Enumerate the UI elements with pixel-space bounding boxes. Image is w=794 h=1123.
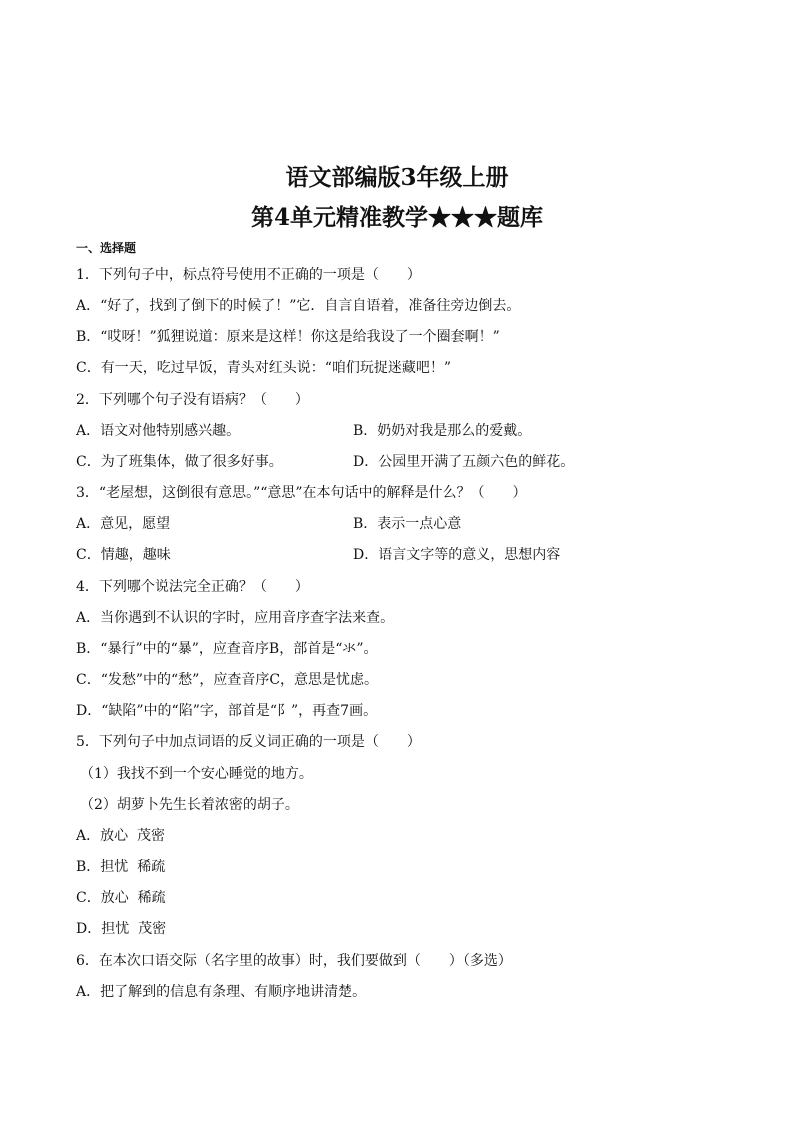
question-4-option-c: C．“发愁”中的“愁”，应查音序C，意思是忧虑。 — [76, 672, 379, 688]
question-2-option-c: C．为了班集体，做了很多好事。 — [76, 454, 283, 470]
question-5-sentence-2: （2）胡萝卜先生长着浓密的胡子。 — [80, 797, 299, 813]
question-6-option-a: A．把了解到的信息有条理、有顺序地讲清楚。 — [76, 984, 367, 1000]
question-3-option-a: A．意见，愿望 — [76, 516, 171, 532]
question-2-option-a: A．语文对他特别感兴趣。 — [76, 423, 241, 439]
question-5-option-a: A．放心 茂密 — [76, 828, 166, 844]
question-3-option-b: B．表示一点心意 — [353, 516, 462, 532]
question-5-sentence-1: （1）我找不到一个安心睡觉的地方。 — [80, 766, 313, 782]
question-2-option-d: D．公园里开满了五颜六色的鲜花。 — [353, 454, 575, 470]
question-5-option-b: B．担忧 稀疏 — [76, 859, 166, 875]
question-5-stem: 5．下列句子中加点词语的反义词正确的一项是（ ） — [76, 734, 421, 750]
document-subtitle: 第4单元精准教学★★★题库 — [250, 204, 543, 231]
question-5-option-c: C．放心 稀疏 — [76, 890, 166, 906]
question-3-stem: 3．“老屋想，这倒很有意思。”“意思”在本句话中的解释是什么？（ ） — [76, 485, 527, 501]
question-1-option-a: A．“好了，找到了倒下的时候了！”它．自言自语着，准备往旁边倒去。 — [76, 298, 521, 314]
question-3-option-d: D．语言文字等的意义，思想内容 — [353, 547, 561, 563]
question-1-stem: 1．下列句子中，标点符号使用不正确的一项是（ ） — [76, 267, 421, 283]
question-5-option-d: D．担忧 茂密 — [76, 921, 167, 937]
section-heading: 一、选择题 — [76, 241, 137, 255]
question-6-stem: 6．在本次口语交际（名字里的故事）时，我们要做到（ ）（多选） — [76, 953, 512, 969]
question-3-option-c: C．情趣，趣味 — [76, 547, 171, 563]
question-2-stem: 2．下列哪个句子没有语病？（ ） — [76, 392, 309, 408]
question-4-stem: 4．下列哪个说法完全正确？（ ） — [76, 579, 309, 595]
question-1-option-c: C．有一天，吃过早饭，青头对红头说：“咱们玩捉迷藏吧！” — [76, 360, 452, 376]
question-4-option-a: A．当你遇到不认识的字时，应用音序查字法来查。 — [76, 610, 395, 626]
document-title: 语文部编版3年级上册 — [285, 164, 509, 191]
question-1-option-b: B．“哎呀！”狐狸说道：原来是这样！你这是给我设了一个圈套啊！” — [76, 329, 500, 345]
question-4-option-d: D．“缺陷”中的“陷”字，部首是“阝”，再查7画。 — [76, 703, 378, 719]
question-2-option-b: B．奶奶对我是那么的爱戴。 — [353, 423, 532, 439]
question-4-option-b: B．“暴行”中的“暴”，应查音序B，部首是“氺”。 — [76, 641, 378, 657]
